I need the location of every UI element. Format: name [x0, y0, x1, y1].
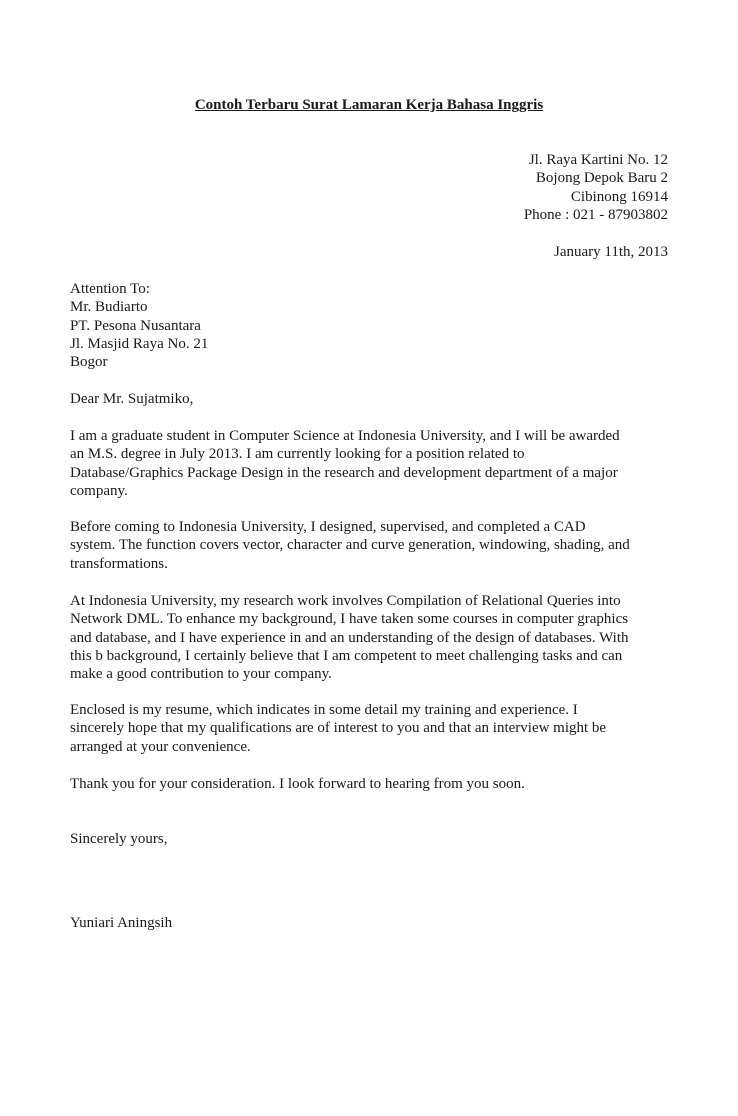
- body-paragraph-5: [70, 775, 670, 793]
- sender-phone: Phone : 021 - 87903802: [523, 206, 668, 223]
- body-paragraph-2: [70, 518, 670, 573]
- body-paragraph-1: [70, 427, 670, 500]
- paragraph-line: sincerely hope that my qualifications are of interest to you and that an interview might be: [70, 720, 607, 737]
- salutation: Dear Mr. Sujatmiko,: [70, 391, 194, 407]
- recipient-company: PT. Pesona Nusantara: [70, 317, 201, 334]
- paragraph-line: Database/Graphics Package Design in the research and development department of a major: [70, 464, 618, 481]
- paragraph-line: an M.S. degree in July 2013. I am currently looking for a position related to: [70, 446, 525, 463]
- sender-address-line: Bojong Depok Baru 2: [535, 170, 668, 187]
- paragraph-line: At Indonesia University, my research work involves Compilation of Relational Queries into: [70, 593, 621, 609]
- recipient-block: [70, 280, 670, 371]
- recipient-attention: Attention To:: [70, 281, 150, 297]
- closing: Sincerely yours,: [70, 831, 168, 847]
- body-paragraph-3: [70, 592, 670, 683]
- paragraph-line: transformations.: [70, 555, 168, 572]
- paragraph-line: arranged at your convenience.: [70, 738, 251, 755]
- paragraph-line: this b background, I certainly believe that I am competent to meet challenging tasks and can: [70, 647, 623, 664]
- body-paragraph-4: [70, 701, 670, 756]
- signature-name: Yuniari Aningsih: [70, 915, 173, 931]
- paragraph-line: make a good contribution to your company.: [70, 666, 332, 683]
- paragraph-line: Before coming to Indonesia University, I designed, supervised, and completed a CAD: [70, 519, 586, 535]
- recipient-city: Bogor: [70, 354, 108, 371]
- recipient-name: Mr. Budiarto: [70, 299, 148, 316]
- sender-address: [524, 151, 668, 224]
- paragraph-line: system. The function covers vector, character and curve generation, windowing, shading, and: [70, 537, 630, 554]
- paragraph-line: and database, and I have experience in and an understanding of the design of databases. With: [70, 629, 629, 646]
- paragraph-line: I am a graduate student in Computer Science at Indonesia University, and I will be awarded: [70, 428, 620, 444]
- paragraph-line: Thank you for your consideration. I look forward to hearing from you soon.: [70, 776, 525, 792]
- letter-date: January 11th, 2013: [553, 244, 668, 260]
- sender-address-line: Cibinong 16914: [570, 188, 668, 205]
- sender-address-line: Jl. Raya Kartini No. 12: [528, 152, 668, 168]
- paragraph-line: company.: [70, 482, 128, 499]
- paragraph-line: Network DML. To enhance my background, I have taken some courses in computer graphics: [70, 611, 629, 628]
- paragraph-line: Enclosed is my resume, which indicates in some detail my training and experience. I: [70, 702, 578, 718]
- letter-title: Contoh Terbaru Surat Lamaran Kerja Bahasa Inggris: [194, 97, 544, 113]
- recipient-street: Jl. Masjid Raya No. 21: [70, 335, 209, 352]
